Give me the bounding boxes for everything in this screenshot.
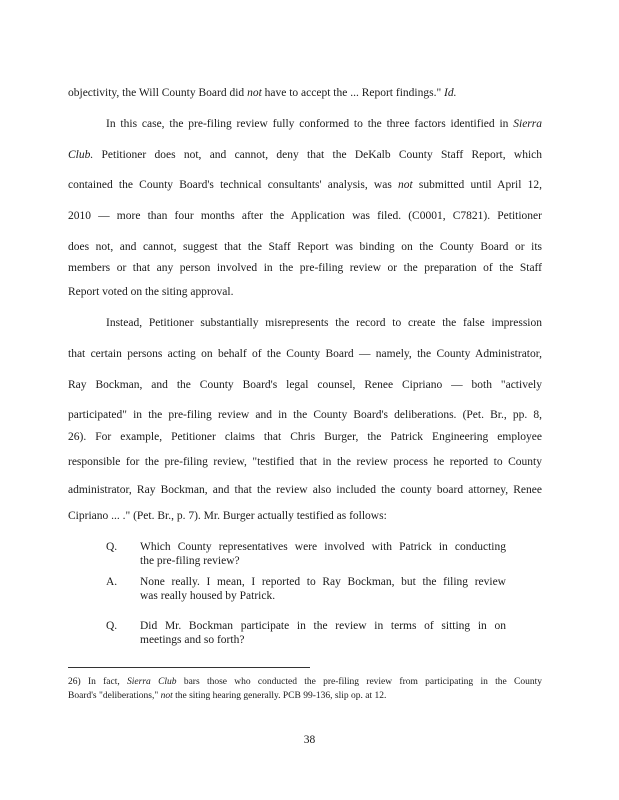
body-line: Instead, Petitioner substantially misrepresents the record to create the false impression [106,317,542,329]
testimony-label: Q. [106,541,118,553]
testimony-line: None really. I mean, I reported to Ray Bockman, but the filing review [140,576,506,588]
body-line: Cipriano ... ." (Pet. Br., p. 7). Mr. Burger actually testified as follows: [68,510,387,522]
body-line: 26). For example, Petitioner claims that Chris Burger, the Patrick Engineering employee [68,431,542,443]
body-line: Ray Bockman, and the County Board's legal counsel, Renee Cipriano — both "actively [68,379,542,391]
body-line: that certain persons acting on behalf of the County Board — namely, the County Administrator, [68,348,542,360]
body-line: does not, and cannot, suggest that the Staff Report was binding on the County Board or its [68,241,542,253]
testimony-line: meetings and so forth? [140,634,245,646]
body-line: Report voted on the siting approval. [68,286,234,298]
body-line: members or that any person involved in the pre-filing review or the preparation of the Staff [68,262,542,274]
testimony-label: Q. [106,620,118,632]
testimony-line: Which County representatives were involved with Patrick in conducting [140,541,506,553]
body-line: 2010 — more than four months after the Application was filed. (C0001, C7821). Petitioner [68,210,542,222]
body-line: administrator, Ray Bockman, and that the review also included the county board attorney, Renee [68,484,542,496]
body-line: contained the County Board's technical consultants' analysis, was not submitted until April 12, [68,179,542,191]
testimony-label: A. [106,576,118,588]
body-line: In this case, the pre-filing review fully conformed to the three factors identified in Sierra [106,118,542,130]
body-line: objectivity, the Will County Board did not have to accept the ... Report findings." Id. [68,87,457,99]
footnote-line: 26) In fact, Sierra Club bars those who conducted the pre-filing review from participating in the County [68,677,542,687]
testimony-line: the pre-filing review? [140,555,240,567]
body-line: Club. Petitioner does not, and cannot, deny that the DeKalb County Staff Report, which [68,149,542,161]
footnote-divider [68,667,310,668]
body-line: participated" in the pre-filing review and in the County Board's deliberations. (Pet. Br., pp. 8, [68,409,542,421]
page-number: 38 [303,734,316,746]
body-line: responsible for the pre-filing review, "testified that in the review process he reported to County [68,456,542,468]
footnote-line: Board's "deliberations," not the siting hearing generally. PCB 99-136, slip op. at 12. [68,691,387,701]
testimony-line: Did Mr. Bockman participate in the review in terms of sitting in on [140,620,506,632]
testimony-line: was really housed by Patrick. [140,590,276,602]
